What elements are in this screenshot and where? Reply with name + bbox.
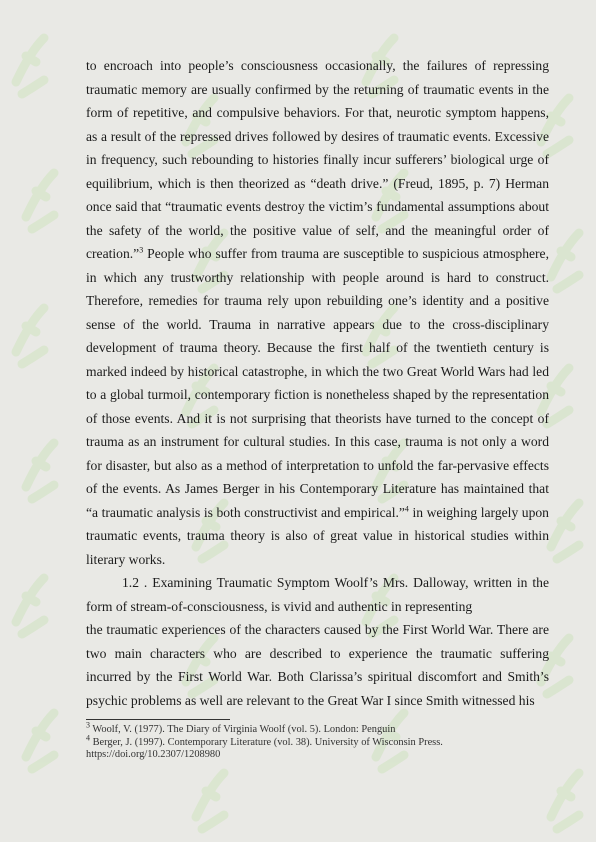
footnote-4-link: https://doi.org/10.2307/1208980 xyxy=(86,749,221,760)
watermark-mark xyxy=(26,443,54,499)
footnote-4-number: 4 xyxy=(86,733,90,743)
footnote-divider xyxy=(86,719,230,720)
watermark-mark xyxy=(196,773,224,829)
paragraph-2: 1.2 . Examining Traumatic Symptom Woolf’s Mrs. Dalloway, written in the form of stream-of-consciousness, is vivid and authentic in representing xyxy=(86,575,549,614)
body-text xyxy=(86,54,549,712)
paragraph-1-end: in weighing largely upon traumatic events, trauma theory is also of great value in historical studies within literary works. xyxy=(86,504,549,567)
page-content xyxy=(86,54,549,762)
footnote-3 xyxy=(86,720,549,737)
watermark-mark xyxy=(551,503,579,559)
footnote-3-text: Woolf, V. (1977). The Diary of Virginia Woolf (vol. 5). London: Penguin xyxy=(90,724,396,735)
watermark-mark xyxy=(16,308,44,364)
watermark-mark xyxy=(26,173,54,229)
footnote-ref-4: 4 xyxy=(404,503,409,513)
footnote-4-text: Berger, J. (1997). Contemporary Literature (vol. 38). University of Wisconsin Press. xyxy=(90,736,443,748)
watermark-mark xyxy=(551,233,579,289)
footnotes xyxy=(86,720,549,762)
watermark-mark xyxy=(16,38,44,94)
footnote-3-number: 3 xyxy=(86,720,90,730)
watermark-mark xyxy=(16,578,44,634)
paragraph-1 xyxy=(86,54,549,571)
watermark-mark xyxy=(26,713,54,769)
paragraph-1-continued: People who suffer from trauma are susceptible to suspicious atmosphere, in which any trustworthy relationship with people around is hard to construct. Therefore, remedies for trauma rely upon rebuilding one’s identity and a positive sense of the world. Trauma in narrative appears due to the cross-disciplinary development of trauma theory. Because the first half of the twentieth century is marked indeed by historical catastrophe, in which the two Great World Wars had led to a global turmoil, contemporary fiction is nonetheless shaped by the representation of those events. And it is not surprising that theorists have turned to the concept of trauma as an instrument for cultural studies. In this case, trauma is not only a word for disaster, but also as a method of interpretation to unfold the far-pervasive effects of the events. As James Berger in his Contemporary Literature has maintained that “a traumatic analysis is both constructivist and empirical.” xyxy=(86,246,549,520)
watermark-mark xyxy=(551,773,579,829)
paragraph-3: the traumatic experiences of the characters caused by the First World War. There are two main characters who are described to experience the traumatic suffering incurred by the First World War. Both Clarissa’s spiritual discomfort and Smith’s psychic problems as well are relevant to the Great War I since Smith witnessed his xyxy=(86,622,549,708)
footnote-ref-3: 3 xyxy=(139,245,144,255)
paragraph-1-text: to encroach into people’s consciousness occasionally, the failures of repressing traumatic memory are usually confirmed by the returning of traumatic events in the form of repetitive, and compulsive behaviors. For that, neurotic symptom happens, as a result of the repressed drives followed by desires of traumatic events. Excessive in frequency, such rebounding to histories finally incur sufferers’ biological urge of equilibrium, which is then theorized as “death drive.” (Freud, 1895, p. 7) Herman once said that “traumatic events destroy the victim’s fundamental assumptions about the safety of the world, the positive value of self, and the meaningful order of creation.” xyxy=(86,58,549,261)
footnote-4 xyxy=(86,733,549,750)
